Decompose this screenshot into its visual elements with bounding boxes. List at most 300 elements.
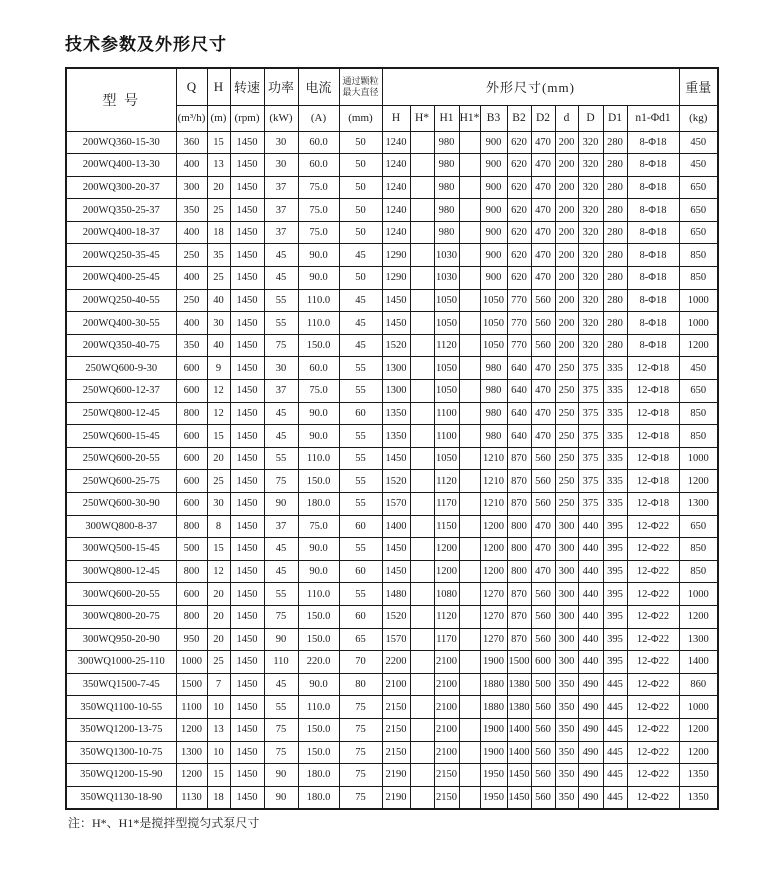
value-cell: 560 — [531, 741, 555, 764]
value-cell: 850 — [679, 538, 718, 561]
value-cell — [410, 741, 434, 764]
value-cell: 620 — [507, 267, 531, 290]
value-cell: 250 — [176, 289, 207, 312]
value-cell: 1450 — [230, 176, 264, 199]
value-cell: 1050 — [434, 312, 459, 335]
value-cell — [410, 199, 434, 222]
value-cell: 220.0 — [298, 651, 339, 674]
value-cell: 250 — [176, 244, 207, 267]
value-cell: 13 — [207, 154, 230, 177]
value-cell: 12-Φ18 — [627, 402, 679, 425]
value-cell: 10 — [207, 696, 230, 719]
value-cell: 440 — [578, 651, 603, 674]
value-cell: 280 — [603, 199, 627, 222]
value-cell: 200 — [555, 199, 578, 222]
value-cell: 900 — [480, 244, 507, 267]
value-cell: 2100 — [434, 741, 459, 764]
value-cell: 40 — [207, 334, 230, 357]
value-cell: 75 — [339, 764, 382, 787]
value-cell: 12-Φ18 — [627, 380, 679, 403]
value-cell: 870 — [507, 470, 531, 493]
value-cell: 395 — [603, 605, 627, 628]
value-cell: 1900 — [480, 741, 507, 764]
value-cell — [459, 447, 480, 470]
value-cell: 250 — [555, 357, 578, 380]
value-cell: 2190 — [382, 786, 410, 809]
unit-h: (m) — [207, 105, 230, 131]
footnote: 注：H*、H1*是搅拌型搅匀式泵尺寸 — [68, 816, 260, 830]
col-header-h: H — [207, 68, 230, 105]
value-cell: 35 — [207, 244, 230, 267]
value-cell: 25 — [207, 199, 230, 222]
value-cell: 1210 — [480, 493, 507, 516]
value-cell — [459, 605, 480, 628]
value-cell — [459, 764, 480, 787]
value-cell: 1120 — [434, 470, 459, 493]
value-cell — [410, 244, 434, 267]
value-cell: 15 — [207, 425, 230, 448]
value-cell: 900 — [480, 176, 507, 199]
value-cell — [459, 244, 480, 267]
value-cell: 600 — [176, 470, 207, 493]
value-cell: 980 — [434, 199, 459, 222]
col-header-weight: 重量 — [679, 68, 718, 105]
value-cell: 600 — [176, 447, 207, 470]
col-header-particle — [339, 68, 382, 105]
model-cell: 300WQ1000-25-110 — [66, 651, 176, 674]
value-cell: 1400 — [507, 741, 531, 764]
value-cell: 70 — [339, 651, 382, 674]
value-cell: 395 — [603, 560, 627, 583]
value-cell: 300 — [555, 515, 578, 538]
value-cell: 900 — [480, 154, 507, 177]
value-cell: 250 — [555, 447, 578, 470]
value-cell: 850 — [679, 244, 718, 267]
value-cell: 1290 — [382, 244, 410, 267]
table-row — [66, 764, 718, 787]
value-cell: 1100 — [434, 402, 459, 425]
value-cell: 470 — [531, 131, 555, 154]
value-cell: 1520 — [382, 470, 410, 493]
value-cell: 650 — [679, 176, 718, 199]
value-cell: 470 — [531, 154, 555, 177]
value-cell: 490 — [578, 764, 603, 787]
value-cell: 60 — [339, 402, 382, 425]
value-cell: 75 — [264, 334, 298, 357]
value-cell: 445 — [603, 786, 627, 809]
value-cell: 280 — [603, 289, 627, 312]
value-cell: 640 — [507, 357, 531, 380]
value-cell: 1450 — [230, 741, 264, 764]
value-cell: 2190 — [382, 764, 410, 787]
value-cell: 280 — [603, 334, 627, 357]
value-cell: 45 — [264, 402, 298, 425]
value-cell: 1400 — [679, 651, 718, 674]
value-cell — [459, 402, 480, 425]
value-cell: 8-Φ18 — [627, 334, 679, 357]
table-row — [66, 583, 718, 606]
value-cell: 375 — [578, 380, 603, 403]
value-cell: 45 — [264, 673, 298, 696]
value-cell: 860 — [679, 673, 718, 696]
value-cell: 1450 — [382, 538, 410, 561]
value-cell: 1450 — [230, 425, 264, 448]
value-cell: 55 — [339, 357, 382, 380]
value-cell: 470 — [531, 221, 555, 244]
value-cell: 400 — [176, 312, 207, 335]
value-cell: 200 — [555, 334, 578, 357]
value-cell: 640 — [507, 425, 531, 448]
value-cell: 45 — [264, 244, 298, 267]
value-cell: 1950 — [480, 786, 507, 809]
value-cell: 200 — [555, 244, 578, 267]
value-cell: 1290 — [382, 267, 410, 290]
value-cell: 1050 — [434, 380, 459, 403]
value-cell: 110 — [264, 651, 298, 674]
table-row — [66, 267, 718, 290]
value-cell: 1350 — [679, 786, 718, 809]
value-cell: 37 — [264, 199, 298, 222]
value-cell: 90 — [264, 493, 298, 516]
value-cell: 1120 — [434, 334, 459, 357]
value-cell: 770 — [507, 312, 531, 335]
value-cell — [410, 583, 434, 606]
value-cell: 1450 — [382, 560, 410, 583]
value-cell: 320 — [578, 154, 603, 177]
value-cell: 45 — [264, 538, 298, 561]
model-cell: 300WQ500-15-45 — [66, 538, 176, 561]
value-cell: 1450 — [230, 605, 264, 628]
value-cell: 1200 — [679, 718, 718, 741]
value-cell: 320 — [578, 131, 603, 154]
value-cell — [410, 402, 434, 425]
value-cell: 1300 — [382, 357, 410, 380]
value-cell: 280 — [603, 221, 627, 244]
value-cell: 1100 — [434, 425, 459, 448]
table-header — [66, 68, 718, 131]
model-cell: 200WQ350-40-75 — [66, 334, 176, 357]
value-cell: 1240 — [382, 199, 410, 222]
value-cell: 1450 — [230, 470, 264, 493]
value-cell: 60 — [339, 560, 382, 583]
value-cell: 1240 — [382, 176, 410, 199]
value-cell: 75 — [339, 718, 382, 741]
model-cell: 300WQ800-20-75 — [66, 605, 176, 628]
value-cell — [459, 673, 480, 696]
value-cell: 1450 — [382, 312, 410, 335]
value-cell: 8-Φ18 — [627, 267, 679, 290]
model-cell: 300WQ950-20-90 — [66, 628, 176, 651]
value-cell: 50 — [339, 267, 382, 290]
value-cell: 2100 — [434, 718, 459, 741]
value-cell: 2150 — [382, 718, 410, 741]
value-cell: 250 — [555, 493, 578, 516]
value-cell: 650 — [679, 221, 718, 244]
value-cell: 375 — [578, 470, 603, 493]
value-cell — [410, 176, 434, 199]
value-cell: 560 — [531, 447, 555, 470]
value-cell: 620 — [507, 244, 531, 267]
value-cell: 55 — [339, 470, 382, 493]
value-cell: 1000 — [176, 651, 207, 674]
value-cell: 350 — [176, 334, 207, 357]
value-cell: 1130 — [176, 786, 207, 809]
value-cell: 90.0 — [298, 244, 339, 267]
value-cell: 75 — [264, 741, 298, 764]
value-cell: 1100 — [176, 696, 207, 719]
value-cell: 560 — [531, 628, 555, 651]
value-cell: 50 — [339, 176, 382, 199]
value-cell: 800 — [176, 402, 207, 425]
value-cell: 1050 — [434, 289, 459, 312]
value-cell: 560 — [531, 605, 555, 628]
value-cell — [459, 560, 480, 583]
value-cell: 1270 — [480, 628, 507, 651]
value-cell — [410, 221, 434, 244]
value-cell: 300 — [555, 651, 578, 674]
value-cell: 800 — [507, 538, 531, 561]
value-cell: 55 — [339, 425, 382, 448]
value-cell: 90.0 — [298, 538, 339, 561]
value-cell: 12 — [207, 380, 230, 403]
value-cell: 335 — [603, 380, 627, 403]
value-cell: 560 — [531, 334, 555, 357]
value-cell: 12-Φ18 — [627, 493, 679, 516]
value-cell: 110.0 — [298, 312, 339, 335]
value-cell: 1200 — [176, 764, 207, 787]
value-cell: 25 — [207, 651, 230, 674]
value-cell: 1200 — [679, 741, 718, 764]
value-cell: 1900 — [480, 718, 507, 741]
dim-col-H-star: H* — [410, 105, 434, 131]
table-row — [66, 673, 718, 696]
value-cell: 200 — [555, 131, 578, 154]
value-cell: 770 — [507, 334, 531, 357]
value-cell: 490 — [578, 673, 603, 696]
value-cell: 470 — [531, 357, 555, 380]
model-cell: 200WQ400-18-37 — [66, 221, 176, 244]
value-cell: 150.0 — [298, 741, 339, 764]
value-cell: 320 — [578, 267, 603, 290]
value-cell: 8-Φ18 — [627, 131, 679, 154]
value-cell: 8-Φ18 — [627, 221, 679, 244]
value-cell: 1880 — [480, 696, 507, 719]
value-cell: 1050 — [480, 289, 507, 312]
value-cell: 870 — [507, 583, 531, 606]
value-cell: 1240 — [382, 154, 410, 177]
value-cell: 180.0 — [298, 786, 339, 809]
dim-col-n1-d1: n1-Φd1 — [627, 105, 679, 131]
value-cell: 980 — [480, 402, 507, 425]
value-cell: 8 — [207, 515, 230, 538]
value-cell: 900 — [480, 199, 507, 222]
value-cell: 600 — [176, 380, 207, 403]
value-cell: 620 — [507, 221, 531, 244]
value-cell: 1450 — [230, 538, 264, 561]
value-cell: 1450 — [230, 357, 264, 380]
value-cell: 75 — [264, 605, 298, 628]
table-row — [66, 493, 718, 516]
value-cell — [410, 267, 434, 290]
value-cell: 60 — [339, 605, 382, 628]
table-row — [66, 447, 718, 470]
value-cell: 1120 — [434, 605, 459, 628]
value-cell: 320 — [578, 244, 603, 267]
dim-col-D1: D1 — [603, 105, 627, 131]
value-cell: 470 — [531, 176, 555, 199]
value-cell: 18 — [207, 786, 230, 809]
value-cell — [410, 651, 434, 674]
value-cell: 75 — [339, 786, 382, 809]
value-cell: 400 — [176, 267, 207, 290]
value-cell: 30 — [264, 131, 298, 154]
value-cell: 55 — [264, 583, 298, 606]
value-cell: 1450 — [507, 764, 531, 787]
model-cell: 350WQ1200-15-90 — [66, 764, 176, 787]
value-cell: 450 — [679, 357, 718, 380]
unit-speed: (rpm) — [230, 105, 264, 131]
value-cell: 400 — [176, 154, 207, 177]
value-cell: 200 — [555, 312, 578, 335]
value-cell: 1350 — [679, 764, 718, 787]
table-row — [66, 221, 718, 244]
value-cell: 75 — [264, 470, 298, 493]
model-cell: 350WQ1200-13-75 — [66, 718, 176, 741]
value-cell: 980 — [480, 357, 507, 380]
model-cell: 250WQ600-15-45 — [66, 425, 176, 448]
value-cell: 1200 — [480, 560, 507, 583]
value-cell: 280 — [603, 176, 627, 199]
value-cell: 90 — [264, 786, 298, 809]
table-row — [66, 628, 718, 651]
page-title: 技术参数及外形尺寸 — [65, 35, 227, 54]
value-cell: 25 — [207, 267, 230, 290]
value-cell: 1450 — [230, 334, 264, 357]
value-cell — [459, 380, 480, 403]
value-cell: 1200 — [480, 538, 507, 561]
value-cell: 470 — [531, 560, 555, 583]
spec-table — [65, 67, 719, 810]
value-cell: 870 — [507, 605, 531, 628]
value-cell: 560 — [531, 696, 555, 719]
value-cell: 15 — [207, 764, 230, 787]
value-cell: 45 — [339, 289, 382, 312]
model-cell: 350WQ1130-18-90 — [66, 786, 176, 809]
value-cell: 8-Φ18 — [627, 312, 679, 335]
value-cell: 335 — [603, 447, 627, 470]
value-cell: 150.0 — [298, 334, 339, 357]
value-cell: 20 — [207, 605, 230, 628]
value-cell: 620 — [507, 199, 531, 222]
model-cell: 250WQ600-9-30 — [66, 357, 176, 380]
value-cell: 1450 — [230, 764, 264, 787]
value-cell: 200 — [555, 267, 578, 290]
value-cell: 1380 — [507, 696, 531, 719]
value-cell: 1520 — [382, 334, 410, 357]
value-cell: 375 — [578, 447, 603, 470]
table-row — [66, 154, 718, 177]
value-cell: 1200 — [176, 718, 207, 741]
value-cell: 1450 — [382, 289, 410, 312]
value-cell: 1080 — [434, 583, 459, 606]
table-row — [66, 357, 718, 380]
value-cell: 500 — [176, 538, 207, 561]
dim-col-H1-star: H1* — [459, 105, 480, 131]
value-cell: 1200 — [679, 470, 718, 493]
value-cell: 90.0 — [298, 267, 339, 290]
value-cell: 1450 — [230, 786, 264, 809]
model-cell: 200WQ250-40-55 — [66, 289, 176, 312]
value-cell: 1300 — [679, 628, 718, 651]
value-cell: 640 — [507, 380, 531, 403]
value-cell: 45 — [264, 267, 298, 290]
value-cell: 60.0 — [298, 357, 339, 380]
value-cell: 800 — [507, 560, 531, 583]
value-cell — [410, 786, 434, 809]
value-cell: 870 — [507, 493, 531, 516]
value-cell: 980 — [434, 131, 459, 154]
value-cell: 90.0 — [298, 425, 339, 448]
value-cell: 1480 — [382, 583, 410, 606]
value-cell — [459, 131, 480, 154]
value-cell: 445 — [603, 764, 627, 787]
value-cell: 350 — [176, 199, 207, 222]
value-cell: 280 — [603, 312, 627, 335]
value-cell: 1350 — [382, 402, 410, 425]
value-cell: 45 — [339, 312, 382, 335]
value-cell: 12-Φ18 — [627, 357, 679, 380]
value-cell: 1450 — [230, 628, 264, 651]
table-row — [66, 515, 718, 538]
dim-col-B3: B3 — [480, 105, 507, 131]
value-cell: 180.0 — [298, 493, 339, 516]
value-cell: 200 — [555, 154, 578, 177]
value-cell: 1450 — [230, 154, 264, 177]
value-cell: 850 — [679, 267, 718, 290]
value-cell: 1210 — [480, 447, 507, 470]
model-cell: 250WQ600-20-55 — [66, 447, 176, 470]
table-row — [66, 131, 718, 154]
value-cell: 320 — [578, 312, 603, 335]
value-cell: 12-Φ22 — [627, 786, 679, 809]
value-cell: 12-Φ22 — [627, 605, 679, 628]
value-cell: 20 — [207, 583, 230, 606]
value-cell: 335 — [603, 425, 627, 448]
value-cell: 1030 — [434, 267, 459, 290]
value-cell: 350 — [555, 764, 578, 787]
value-cell: 300 — [555, 583, 578, 606]
value-cell: 470 — [531, 244, 555, 267]
dim-col-D2: D2 — [531, 105, 555, 131]
value-cell: 7 — [207, 673, 230, 696]
value-cell — [459, 515, 480, 538]
value-cell: 37 — [264, 380, 298, 403]
value-cell: 470 — [531, 538, 555, 561]
value-cell: 75.0 — [298, 199, 339, 222]
value-cell: 110.0 — [298, 583, 339, 606]
value-cell: 1500 — [176, 673, 207, 696]
value-cell: 560 — [531, 718, 555, 741]
value-cell — [410, 312, 434, 335]
value-cell: 12-Φ18 — [627, 470, 679, 493]
value-cell: 30 — [264, 154, 298, 177]
value-cell: 1300 — [176, 741, 207, 764]
dim-col-B2: B2 — [507, 105, 531, 131]
model-cell: 200WQ350-25-37 — [66, 199, 176, 222]
value-cell: 280 — [603, 244, 627, 267]
value-cell: 37 — [264, 176, 298, 199]
value-cell: 1030 — [434, 244, 459, 267]
